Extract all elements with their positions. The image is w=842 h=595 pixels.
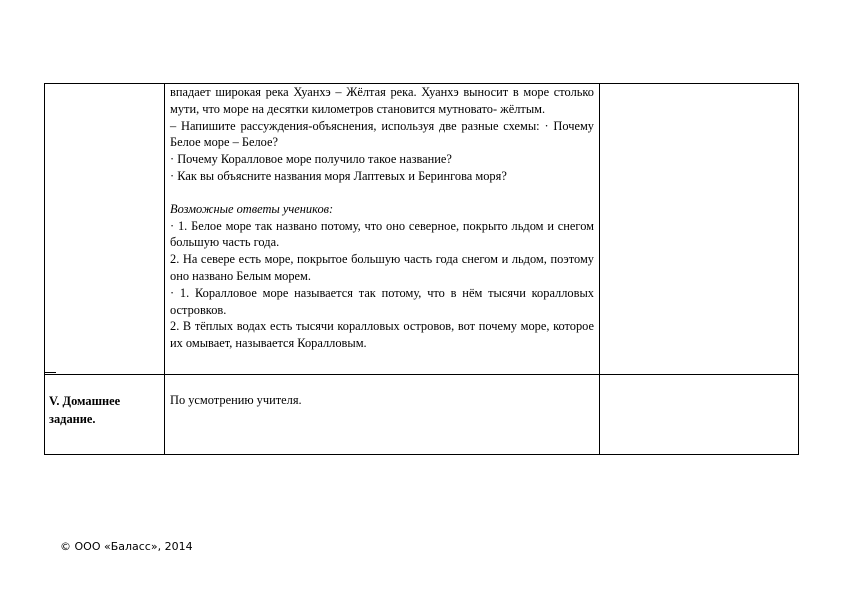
answer-item: 2. В тёплых водах есть тысячи коралловых островов, вот почему море, которое их омывает, называется Коралловым. (170, 319, 594, 351)
section-label: V. Домашнее задание. (45, 375, 165, 455)
paragraph: · Как вы объясните названия моря Лаптевых и Берингова моря? (170, 168, 507, 183)
notes-cell (600, 84, 799, 375)
footer-copyright: © ООО «Баласс», 2014 (60, 540, 193, 553)
table-row (45, 84, 799, 375)
answer-item: · 1. Коралловое море называется так потому, что в нём тысячи коралловых островков. (170, 285, 594, 317)
stage-cell (45, 84, 165, 375)
paragraph: – Напишите рассуждения-объяснения, используя две разные схемы: · Почему Белое море – Белое? (170, 118, 594, 150)
content-cell (165, 84, 600, 375)
homework-text: По усмотрению учителя. (165, 375, 600, 455)
margin-mark (44, 372, 56, 373)
table-row (45, 375, 799, 455)
notes-cell (600, 375, 799, 455)
answer-item: 2. На севере есть море, покрытое большую часть года снегом и льдом, поэтому оно названо Белым морем. (170, 252, 594, 283)
spacer (170, 185, 594, 201)
answers-heading: Возможные ответы учеников: (170, 201, 334, 216)
answer-item: · 1. Белое море так названо потому, что оно северное, покрыто льдом и снегом большую часть года. (170, 218, 594, 250)
lesson-table (44, 83, 799, 455)
paragraph: впадает широкая река Хуанхэ – Жёлтая река. Хуанхэ выносит в море столько мути, что море на десятки километров становится мутновато- жёлтым. (170, 85, 594, 116)
paragraph: · Почему Коралловое море получило такое название? (170, 152, 452, 167)
